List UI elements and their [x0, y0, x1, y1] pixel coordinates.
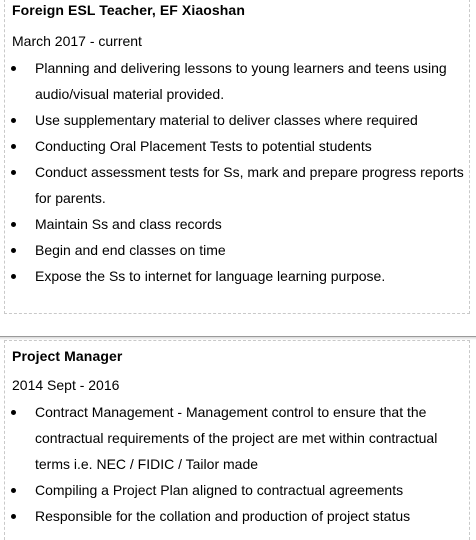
job-title: Project Manager [12, 348, 123, 364]
duty-text: Conducting Oral Placement Tests to potential students [35, 138, 372, 154]
duty-text: Compiling a Project Plan aligned to contractual agreements [35, 482, 404, 498]
duty-text: Contract Management - Management control to ensure that the contractual requirements of the project are met within contractual terms i.e. NEC / FIDIC / Tailor made [35, 404, 438, 472]
duty-text: Begin and end classes on time [35, 242, 226, 258]
bullet-icon [11, 118, 16, 123]
duties-list [5, 55, 471, 289]
duty-text: Expose the Ss to internet for language learning purpose. [35, 268, 386, 284]
job-section-project-manager [4, 340, 470, 540]
bullet-icon [11, 66, 16, 71]
bullet-icon [11, 488, 16, 493]
duty-text: Planning and delivering lessons to young learners and teens using audio/visual material provided. [35, 60, 447, 102]
bullet-icon [11, 514, 16, 519]
job-section-esl-teacher [4, 0, 470, 314]
bullet-icon [11, 170, 16, 175]
bullet-icon [11, 410, 16, 415]
bullet-icon [11, 144, 16, 149]
duty-item [5, 237, 471, 263]
duties-list [5, 399, 471, 529]
duty-text: Responsible for the collation and production of project status [35, 508, 411, 524]
job-dates: 2014 Sept - 2016 [12, 377, 120, 393]
duty-item [5, 211, 471, 237]
duty-text: Maintain Ss and class records [35, 216, 222, 232]
duty-item [5, 55, 471, 107]
duty-item [5, 503, 471, 529]
duty-item [5, 159, 471, 211]
duty-item [5, 477, 471, 503]
duty-item [5, 133, 471, 159]
duty-text: Use supplementary material to deliver classes where required [35, 112, 418, 128]
duty-text: Conduct assessment tests for Ss, mark and prepare progress reports for parents. [35, 164, 464, 206]
job-dates: March 2017 - current [12, 33, 142, 49]
job-title: Foreign ESL Teacher, EF Xiaoshan [12, 2, 245, 18]
bullet-icon [11, 248, 16, 253]
bullet-icon [11, 222, 16, 227]
duty-item [5, 399, 471, 477]
duty-item [5, 263, 471, 289]
duty-item [5, 107, 471, 133]
bullet-icon [11, 274, 16, 279]
